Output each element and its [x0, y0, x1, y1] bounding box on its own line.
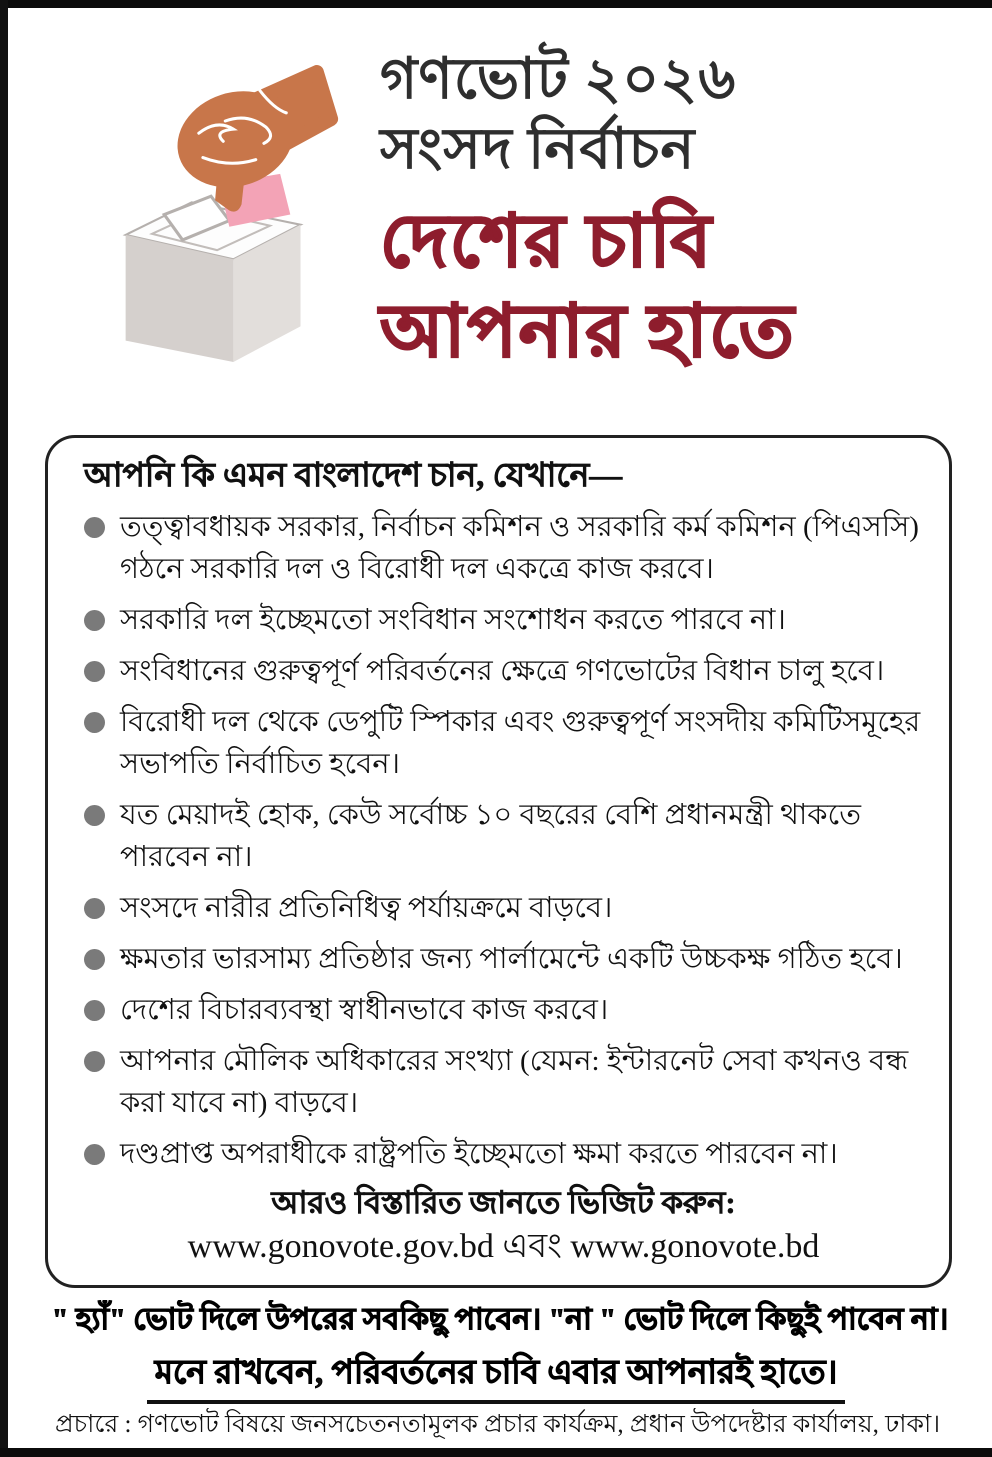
benefit-text: দণ্ডপ্রাপ্ত অপরাধীকে রাষ্ট্রপতি ইচ্ছেমতো ক্ষমা করতে পারবেন না। [120, 1138, 838, 1170]
bullet-dot-icon [84, 949, 105, 970]
left-frame-bar [0, 0, 8, 1457]
slogan-line2: আপনার হাতে [380, 291, 796, 372]
yes-no-statement: " হ্যাঁ" ভোট দিলে উপরের সবকিছু পাবেন। "না " ভোট দিলে কিছুই পাবেন না। [51, 1303, 949, 1336]
benefits-heading: আপনি কি এমন বাংলাদেশ চান, যেখানে— [84, 458, 623, 494]
bullet-dot-icon [84, 1051, 105, 1072]
bullet-dot-icon [84, 517, 105, 538]
bullet-dot-icon [84, 805, 105, 826]
benefit-text: সরকারি দল ইচ্ছেমতো সংবিধান সংশোধন করতে পারবে না। [120, 604, 786, 636]
benefit-item [84, 794, 923, 878]
benefit-text: ক্ষমতার ভারসাম্য প্রতিষ্ঠার জন্য পার্লামেন্টে একটি উচ্চকক্ষ গঠিত হবে। [120, 943, 903, 975]
slogan-line1: দেশের চাবি [380, 201, 713, 282]
top-frame-bar [0, 0, 992, 8]
benefit-item [84, 887, 923, 929]
benefit-item [84, 506, 923, 590]
benefit-text: তত্ত্বাবধায়ক সরকার, নির্বাচন কমিশন ও সরকারি কর্ম কমিশন (পিএসসি) গঠনে সরকারি দল ও বিরোধী দল একত্রে কাজ করবে। [120, 511, 919, 585]
remember-statement-wrap [0, 1352, 992, 1404]
benefit-text: সংবিধানের গুরুত্বপূর্ণ পরিবর্তনের ক্ষেত্রে গণভোটের বিধান চালু হবে। [120, 655, 885, 687]
bullet-dot-icon [84, 661, 105, 682]
title-block [380, 45, 972, 377]
website-urls: www.gonovote.gov.bd এবং www.gonovote.bd [187, 1228, 820, 1265]
visit-label: আরও বিস্তারিত জানতে ভিজিট করুন: [271, 1185, 736, 1220]
benefit-item [84, 989, 923, 1031]
bullet-dot-icon [84, 1000, 105, 1021]
benefit-text: আপনার মৌলিক অধিকারের সংখ্যা (যেমন: ইন্টারনেট সেবা কখনও বন্ধ করা যাবে না) বাড়বে। [120, 1045, 909, 1119]
benefits-box [45, 435, 952, 1288]
benefit-item [84, 650, 923, 692]
benefit-item [84, 938, 923, 980]
credit-footer: প্রচারে : গণভোট বিষয়ে জনসচেতনতামূলক প্রচার কার্যক্রম, প্রধান উপদেষ্টার কার্যালয়, ঢাকা। [55, 1411, 941, 1438]
benefit-text: সংসদে নারীর প্রতিনিধিত্ব পর্যায়ক্রমে বাড়বে। [120, 892, 613, 924]
benefit-item [84, 1040, 923, 1124]
benefit-item [84, 701, 923, 785]
poster-title-line1: গণভোট ২০২৬ [380, 48, 737, 111]
bullet-dot-icon [84, 610, 105, 631]
remember-statement: মনে রাখবেন, পরিবর্তনের চাবি এবার আপনারই হাতে। [147, 1352, 846, 1404]
bullet-dot-icon [84, 712, 105, 733]
ballot-box-logo-icon [105, 60, 375, 365]
bottom-frame-bar [0, 1448, 992, 1457]
benefit-item [84, 599, 923, 641]
benefit-text: দেশের বিচারব্যবস্থা স্বাধীনভাবে কাজ করবে। [120, 994, 609, 1026]
bullet-dot-icon [84, 898, 105, 919]
benefit-text: যত মেয়াদই হোক, কেউ সর্বোচ্চ ১০ বছরের বেশি প্রধানমন্ত্রী থাকতে পারবেন না। [120, 799, 861, 873]
benefit-text: বিরোধী দল থেকে ডেপুটি স্পিকার এবং গুরুত্বপূর্ণ সংসদীয় কমিটিসমূহের সভাপতি নির্বাচিত হবেন। [120, 706, 921, 780]
benefits-list [84, 506, 923, 1181]
benefit-item [84, 1133, 923, 1175]
bullet-dot-icon [84, 1144, 105, 1165]
poster-title-line2: সংসদ নির্বাচন [380, 118, 696, 181]
poster-header [100, 45, 972, 395]
